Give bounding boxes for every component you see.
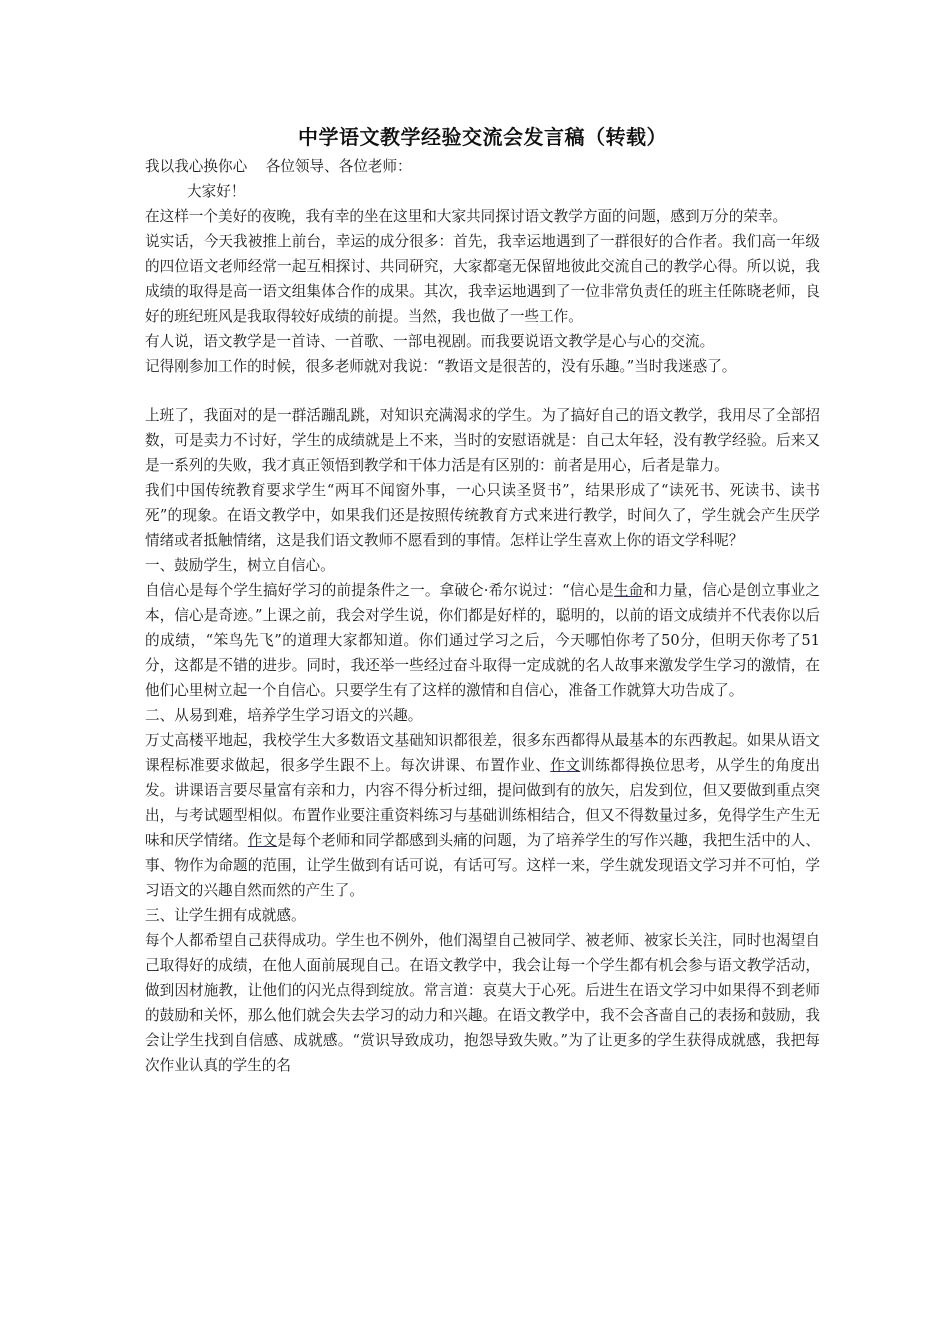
greeting-line: 大家好！ [187,183,246,200]
paragraph-2: 说实话，今天我被推上前台，幸运的成分很多：首先，我幸运地遇到了一群很好的合作者。我们高一年级的四位语文老师经常一起互相探讨、共同研究，大家都毫无保留地彼此交流自己的教学心得。所以说，我成绩的取得是高一语文组集体合作的成果。其次，我幸运地遇到了一位非常负责任的班主任陈晓老师，良好的班纪班风是我取得较好成绩的前提。当然，我也做了一些工作。 [145,233,820,325]
document-title: 中学语文教学经验交流会发言稿（转载） [298,125,667,149]
paragraph-6: 我们中国传统教育要求学生“两耳不闻窗外事，一心只读圣贤书”，结果形成了“读死书、死读书、读书死”的现象。在语文教学中，如果我们还是按照传统教育方式来进行教学，时间久了，学生就会产生厌学情绪或者抵触情绪，这是我们语文教师不愿看到的事情。怎样让学生喜欢上你的语文学科呢？ [145,482,820,549]
paragraph-7-text-b: 和力量，信心是创立事业之本，信心是奇迹。”上课之前，我会对学生说，你们都是好样的，聪明的，以前的语文成绩并不代表你以后的成绩，“笨鸟先飞”的道理大家都知道。你们通过学习之后，今天哪怕你考了50分，但明天你考了51分，这都是不错的进步。同时，我还举一些经过奋斗取得一定成就的名人故事来激发学生学习的激情，在他们心里树立起一个自信心。只要学生有了这样的激情和自信心，准备工作就算大功告成了。 [145,582,820,699]
section-heading-1: 一、鼓励学生，树立自信心。 [145,557,335,574]
section-heading-3: 三、让学生拥有成就感。 [145,907,306,924]
paragraph-1: 在这样一个美好的夜晚，我有幸的坐在这里和大家共同探讨语文教学方面的问题，感到万分的荣幸。 [145,208,788,225]
paragraph-5: 上班了，我面对的是一群活蹦乱跳，对知识充满渴求的学生。为了搞好自己的语文教学，我用尽了全部招数，可是卖力不讨好，学生的成绩就是上不来，当时的安慰语就是：自己太年轻，没有教学经验。后来又是一系列的失败，我才真正领悟到教学和干体力活是有区别的：前者是用心，后者是靠力。 [145,407,820,474]
document-page [145,122,820,1078]
paragraph-8-text-a: 万丈高楼平地起，我校学生大多数语文基础知识都很差，很多东西都得从最基本的东西教起。如果从语文课程标准要求做起，很多学生跟不上。每次讲课、布置作业、 [145,732,820,774]
paragraph-4: 记得刚参加工作的时候，很多老师就对我说：“教语文是很苦的，没有乐趣。”当时我迷惑了。 [145,358,737,375]
paragraph-8-text-c: 是每个老师和同学都感到头痛的问题，为了培养学生的写作兴趣，我把生活中的人、事、物作为命题的范围，让学生做到有话可说，有话可写。这样一来，学生就发现语文学习并不可怕，学习语文的兴趣自然而然的产生了。 [145,832,820,899]
link-zuowen-2[interactable]: 作文 [247,832,278,849]
section-heading-2: 二、从易到难，培养学生学习语文的兴趣。 [145,707,423,724]
paragraph-3: 有人说，语文教学是一首诗、一首歌、一部电视剧。而我要说语文教学是心与心的交流。 [145,333,715,350]
paragraph-9: 每个人都希望自己获得成功。学生也不例外，他们渴望自己被同学、被老师、被家长关注，同时也渴望自己取得好的成绩，在他人面前展现自己。在语文教学中，我会让每一个学生都有机会参与语文教学活动，做到因材施教，让他们的闪光点得到绽放。常言道：哀莫大于心死。后进生在语文学习中如果得不到老师的鼓励和关怀，那么他们就会失去学习的动力和兴趣。在语文教学中，我不会吝啬自己的表扬和鼓励，我会让学生找到自信感、成就感。“赏识导致成功，抱怨导致失败。”为了让更多的学生获得成就感，我把每次作业认真的学生的名 [145,932,820,1074]
paragraph-8 [145,728,820,903]
opening-line: 我以我心换你心 各位领导、各位老师： [145,158,412,175]
link-shengming[interactable]: 生命 [613,582,644,599]
paragraph-7-text-a: 自信心是每个学生搞好学习的前提条件之一。拿破仑·希尔说过：“信心是 [145,582,614,599]
paragraph-8-text-b: 训练都得换位思考，从学生的角度出发。讲课语言要尽量富有亲和力，内容不得分析过细，提问做到有的放矢，启发到位，但又要做到重点突出，与考试题型相似。布置作业要注重资料练习与基础训练相结合，但又不得数量过多，免得学生产生无味和厌学情绪。 [145,757,820,849]
paragraph-7 [145,578,820,703]
link-zuowen-1[interactable]: 作文 [550,757,581,774]
